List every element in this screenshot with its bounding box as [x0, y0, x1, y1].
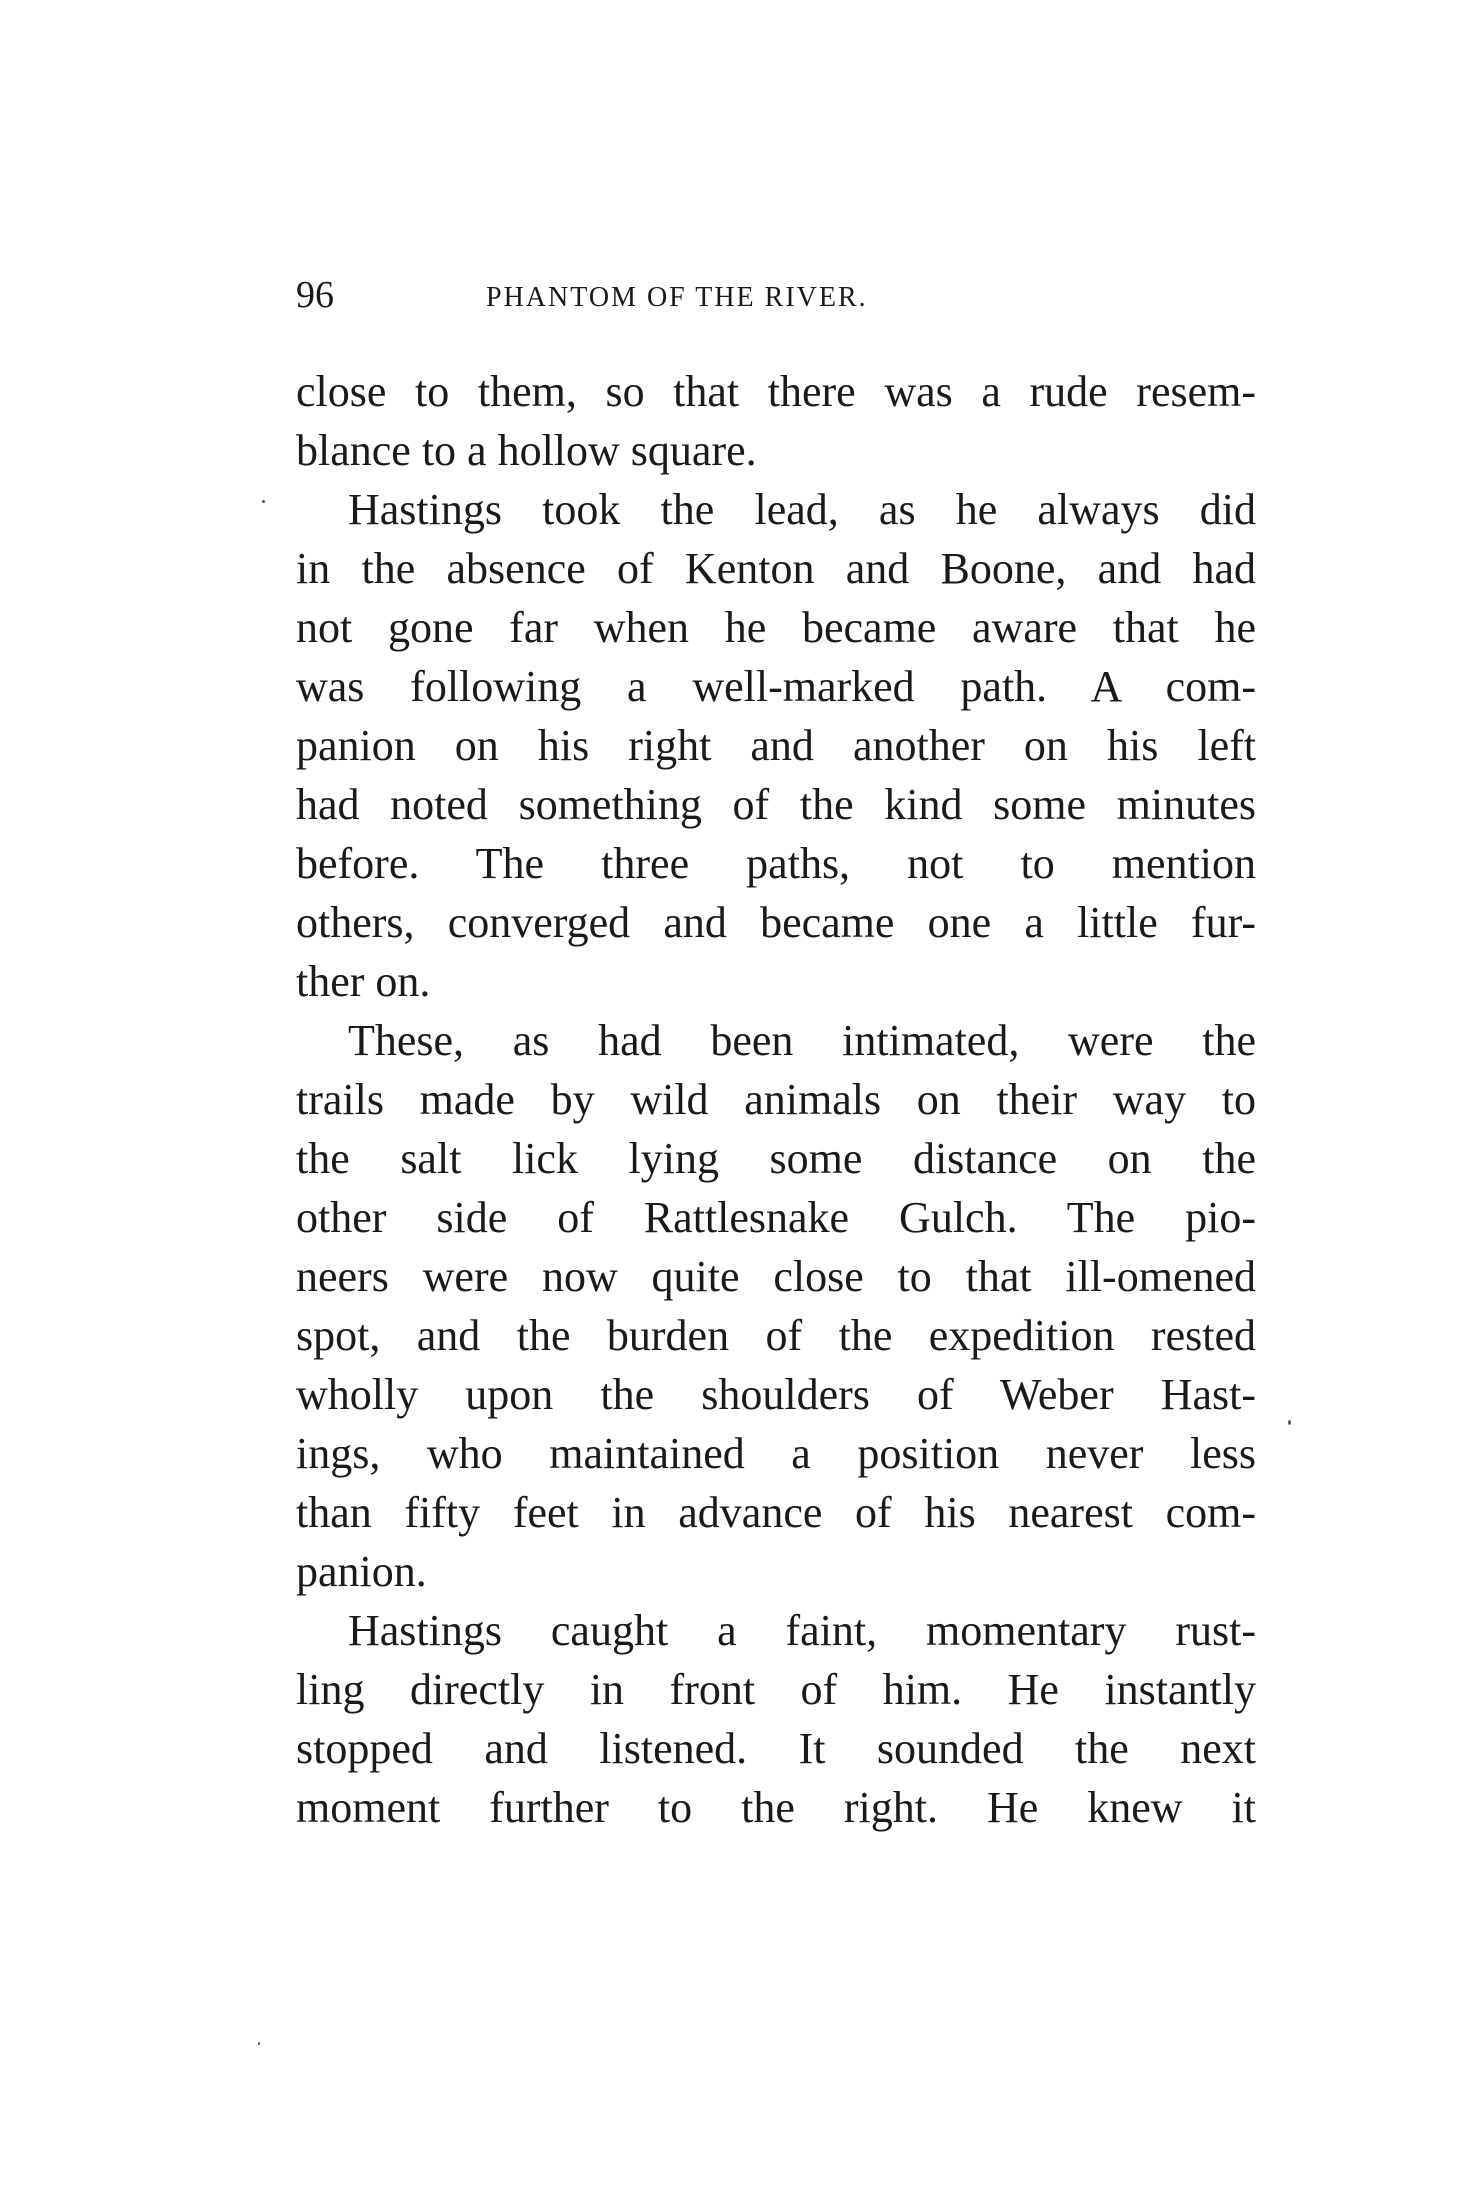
text-line: before. The three paths, not to mention: [296, 839, 1256, 888]
text-line: than fifty feet in advance of his nearest com-: [296, 1488, 1256, 1537]
page-number: 96: [296, 274, 334, 316]
text-line: Hastings took the lead, as he always did: [348, 485, 1256, 534]
print-speck: [262, 500, 265, 503]
running-head: [296, 270, 1256, 320]
text-line: blance to a hollow square.: [296, 426, 757, 475]
text-line: was following a well-marked path. A com-: [296, 662, 1256, 711]
text-line: others, converged and became one a little fur-: [296, 898, 1256, 947]
text-line: panion.: [296, 1547, 427, 1596]
text-line: the salt lick lying some distance on the: [296, 1134, 1256, 1183]
text-line: panion on his right and another on his left: [296, 721, 1256, 770]
text-line: had noted something of the kind some minutes: [296, 780, 1256, 829]
text-line: trails made by wild animals on their way to: [296, 1075, 1256, 1124]
running-title: PHANTOM OF THE RIVER.: [486, 282, 868, 313]
text-line: neers were now quite close to that ill-omened: [296, 1252, 1256, 1301]
text-line: moment further to the right. He knew it: [296, 1783, 1256, 1832]
text-line: not gone far when he became aware that he: [296, 603, 1256, 652]
text-line: ings, who maintained a position never less: [296, 1429, 1256, 1478]
text-line: stopped and listened. It sounded the next: [296, 1724, 1256, 1773]
text-line: wholly upon the shoulders of Weber Hast-: [296, 1370, 1256, 1419]
text-line: in the absence of Kenton and Boone, and had: [296, 544, 1256, 593]
text-line: close to them, so that there was a rude resem-: [296, 367, 1256, 416]
print-speck: [1288, 1420, 1291, 1425]
text-line: ling directly in front of him. He instantly: [296, 1665, 1256, 1714]
text-line: Hastings caught a faint, momentary rust-: [348, 1606, 1256, 1655]
text-line: These, as had been intimated, were the: [348, 1016, 1256, 1065]
print-speck: [258, 2042, 260, 2045]
text-line: ther on.: [296, 957, 431, 1006]
text-line: other side of Rattlesnake Gulch. The pio-: [296, 1193, 1256, 1242]
body-text: [296, 362, 1256, 1837]
text-line: spot, and the burden of the expedition rested: [296, 1311, 1256, 1360]
